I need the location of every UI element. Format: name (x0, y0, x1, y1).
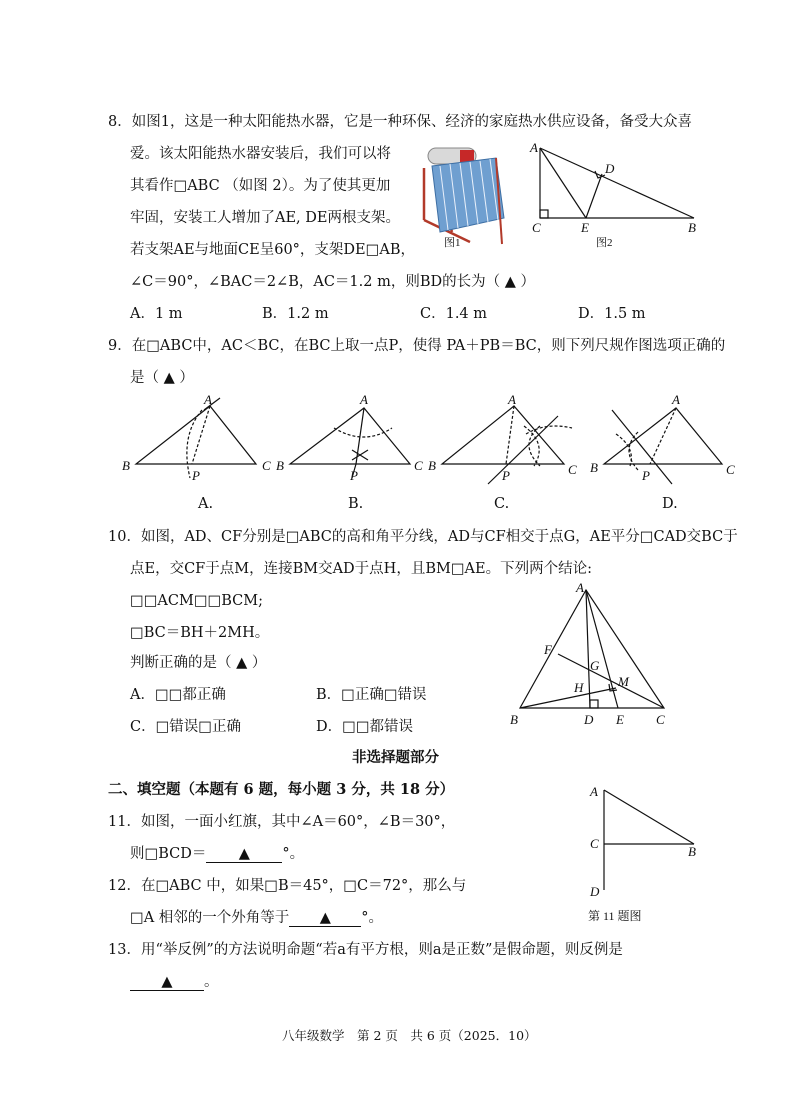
q9-option-c: C. (494, 496, 510, 512)
q9a-label-P: P (192, 468, 200, 483)
q9d-label-P: P (642, 468, 650, 483)
q8-option-c: C．1.4 m (420, 306, 488, 322)
q11-flag-figure (586, 780, 716, 930)
fig2-label-B: B (688, 220, 696, 235)
q12-answer-blank[interactable]: ▲ (289, 910, 361, 927)
q9d-label-B: B (590, 460, 598, 475)
q9-figure-c (428, 392, 588, 484)
fig1-caption: 图1 (444, 237, 461, 249)
q9a-label-C: C (262, 458, 271, 473)
q13-answer-blank[interactable]: ▲ (130, 974, 204, 991)
q10-label-C: C (656, 712, 665, 727)
q11-answer-blank[interactable]: ▲ (206, 846, 282, 863)
q10-conclusion-1: □□ACM□□BCM; (130, 593, 263, 609)
q10-label-M: M (618, 674, 629, 689)
q8-line4: 牢固，安装工人增加了AE, DE两根支架。 (130, 210, 400, 226)
q9d-label-A: A (672, 392, 680, 407)
q9-figure-d (590, 392, 750, 484)
q10-line2: 点E，交CF于点M，连接BM交AD于点H，且BM□AE。下列两个结论: (130, 561, 592, 577)
q8-line5: 若支架AE与地面CE呈60°，支架DE□AB， (130, 242, 415, 258)
q9c-label-B: B (428, 458, 436, 473)
q11-line2 (130, 844, 304, 864)
q13-line2 (130, 972, 219, 992)
q9-option-b: B. (348, 496, 364, 512)
q11-label-A: A (590, 784, 598, 799)
q10-label-D: D (584, 712, 594, 727)
q11-line1: 11．如图，一面小红旗，其中∠A＝60°，∠B＝30°， (108, 814, 456, 830)
q9-option-a: A. (198, 496, 214, 512)
q9-figure-b (272, 392, 432, 484)
q10-label-F: F (544, 642, 552, 657)
q10-label-E: E (616, 712, 624, 727)
q10-line1: 10．如图，AD、CF分别是□ABC的高和角平分线，AD与CF相交于点G，AE平分□CAD交BC于 (108, 529, 738, 545)
q8-line2: 爱。该太阳能热水器安装后，我们可以将 (130, 146, 391, 162)
q11-label-C: C (590, 836, 599, 851)
q9-line1: 9．在□ABC中，AC＜BC，在BC上取一点P，使得 PA＋PB＝BC，则下列尺规作图选项正确的 (108, 338, 726, 354)
q10-option-c: C．□错误□正确 (130, 719, 241, 735)
q11-suffix: °。 (282, 846, 305, 862)
q8-option-d: D．1.5 m (578, 306, 646, 322)
fig2-caption: 图2 (596, 237, 613, 249)
q8-line1: 8．如图1，这是一种太阳能热水器，它是一种环保、经济的家庭热水供应设备，备受大众喜 (108, 114, 692, 130)
q10-option-a: A．□□都正确 (130, 687, 226, 703)
q9b-label-A: A (360, 392, 368, 407)
page-footer: 八年级数学 第 2 页 共 6 页（2025．10） (282, 1028, 537, 1043)
q10-triangle-figure (506, 578, 686, 730)
q12-line2 (130, 908, 383, 928)
q9b-label-B: B (276, 458, 284, 473)
q10-label-G: G (590, 658, 600, 673)
q9a-label-B: B (122, 458, 130, 473)
q9-line2: 是（ ▲ ） (130, 370, 194, 386)
q13-line1: 13．用“举反例”的方法说明命题“若a有平方根，则a是正数”是假命题，则反例是 (108, 942, 623, 958)
q8-line6: ∠C＝90°，∠BAC＝2∠B，AC＝1.2 m，则BD的长为（ ▲ ） (130, 274, 535, 290)
q8-line3: 其看作□ABC （如图 2）。为了使其更加 (130, 178, 391, 194)
fig2-label-C: C (532, 220, 541, 235)
q10-label-H: H (574, 680, 584, 695)
q9-figure-a (120, 392, 280, 484)
fig2-label-E: E (581, 220, 589, 235)
q12-prefix: □A 相邻的一个外角等于 (130, 910, 290, 926)
q8-triangle-figure (528, 140, 708, 250)
q8-option-b: B．1.2 m (262, 306, 329, 322)
q11-caption: 第 11 题图 (588, 909, 642, 923)
fig2-label-D: D (605, 161, 615, 176)
solar-heater-figure (410, 140, 510, 250)
q13-suffix: 。 (204, 974, 219, 990)
q11-label-D: D (590, 884, 600, 899)
q12-suffix: °。 (361, 910, 384, 926)
q9-option-d: D. (662, 496, 678, 512)
q11-label-B: B (688, 844, 696, 859)
q10-prompt: 判断正确的是（ ▲ ） (130, 655, 267, 671)
q10-option-b: B．□正确□错误 (316, 687, 427, 703)
q10-label-B: B (510, 712, 518, 727)
q9b-label-P: P (350, 468, 358, 483)
q11-prefix: 则□BCD＝ (130, 846, 207, 862)
q9c-label-C: C (568, 462, 577, 477)
q9c-label-A: A (508, 392, 516, 407)
q10-label-A: A (576, 580, 584, 595)
part2-title: 二、填空题（本题有 6 题，每小题 3 分，共 18 分） (108, 781, 455, 798)
q8-option-a: A．1 m (130, 306, 183, 322)
section-title: 非选择题部分 (352, 749, 439, 766)
fig2-label-A: A (530, 140, 538, 155)
q10-conclusion-2: □BC＝BH＋2MH。 (130, 625, 270, 641)
q9c-label-P: P (502, 468, 510, 483)
q10-option-d: D．□□都错误 (316, 719, 414, 735)
q12-line1: 12．在□ABC 中，如果□B＝45°，□C＝72°，那么与 (108, 878, 467, 894)
q9b-label-C: C (414, 458, 423, 473)
q9a-label-A: A (204, 392, 212, 407)
q9d-label-C: C (726, 462, 735, 477)
